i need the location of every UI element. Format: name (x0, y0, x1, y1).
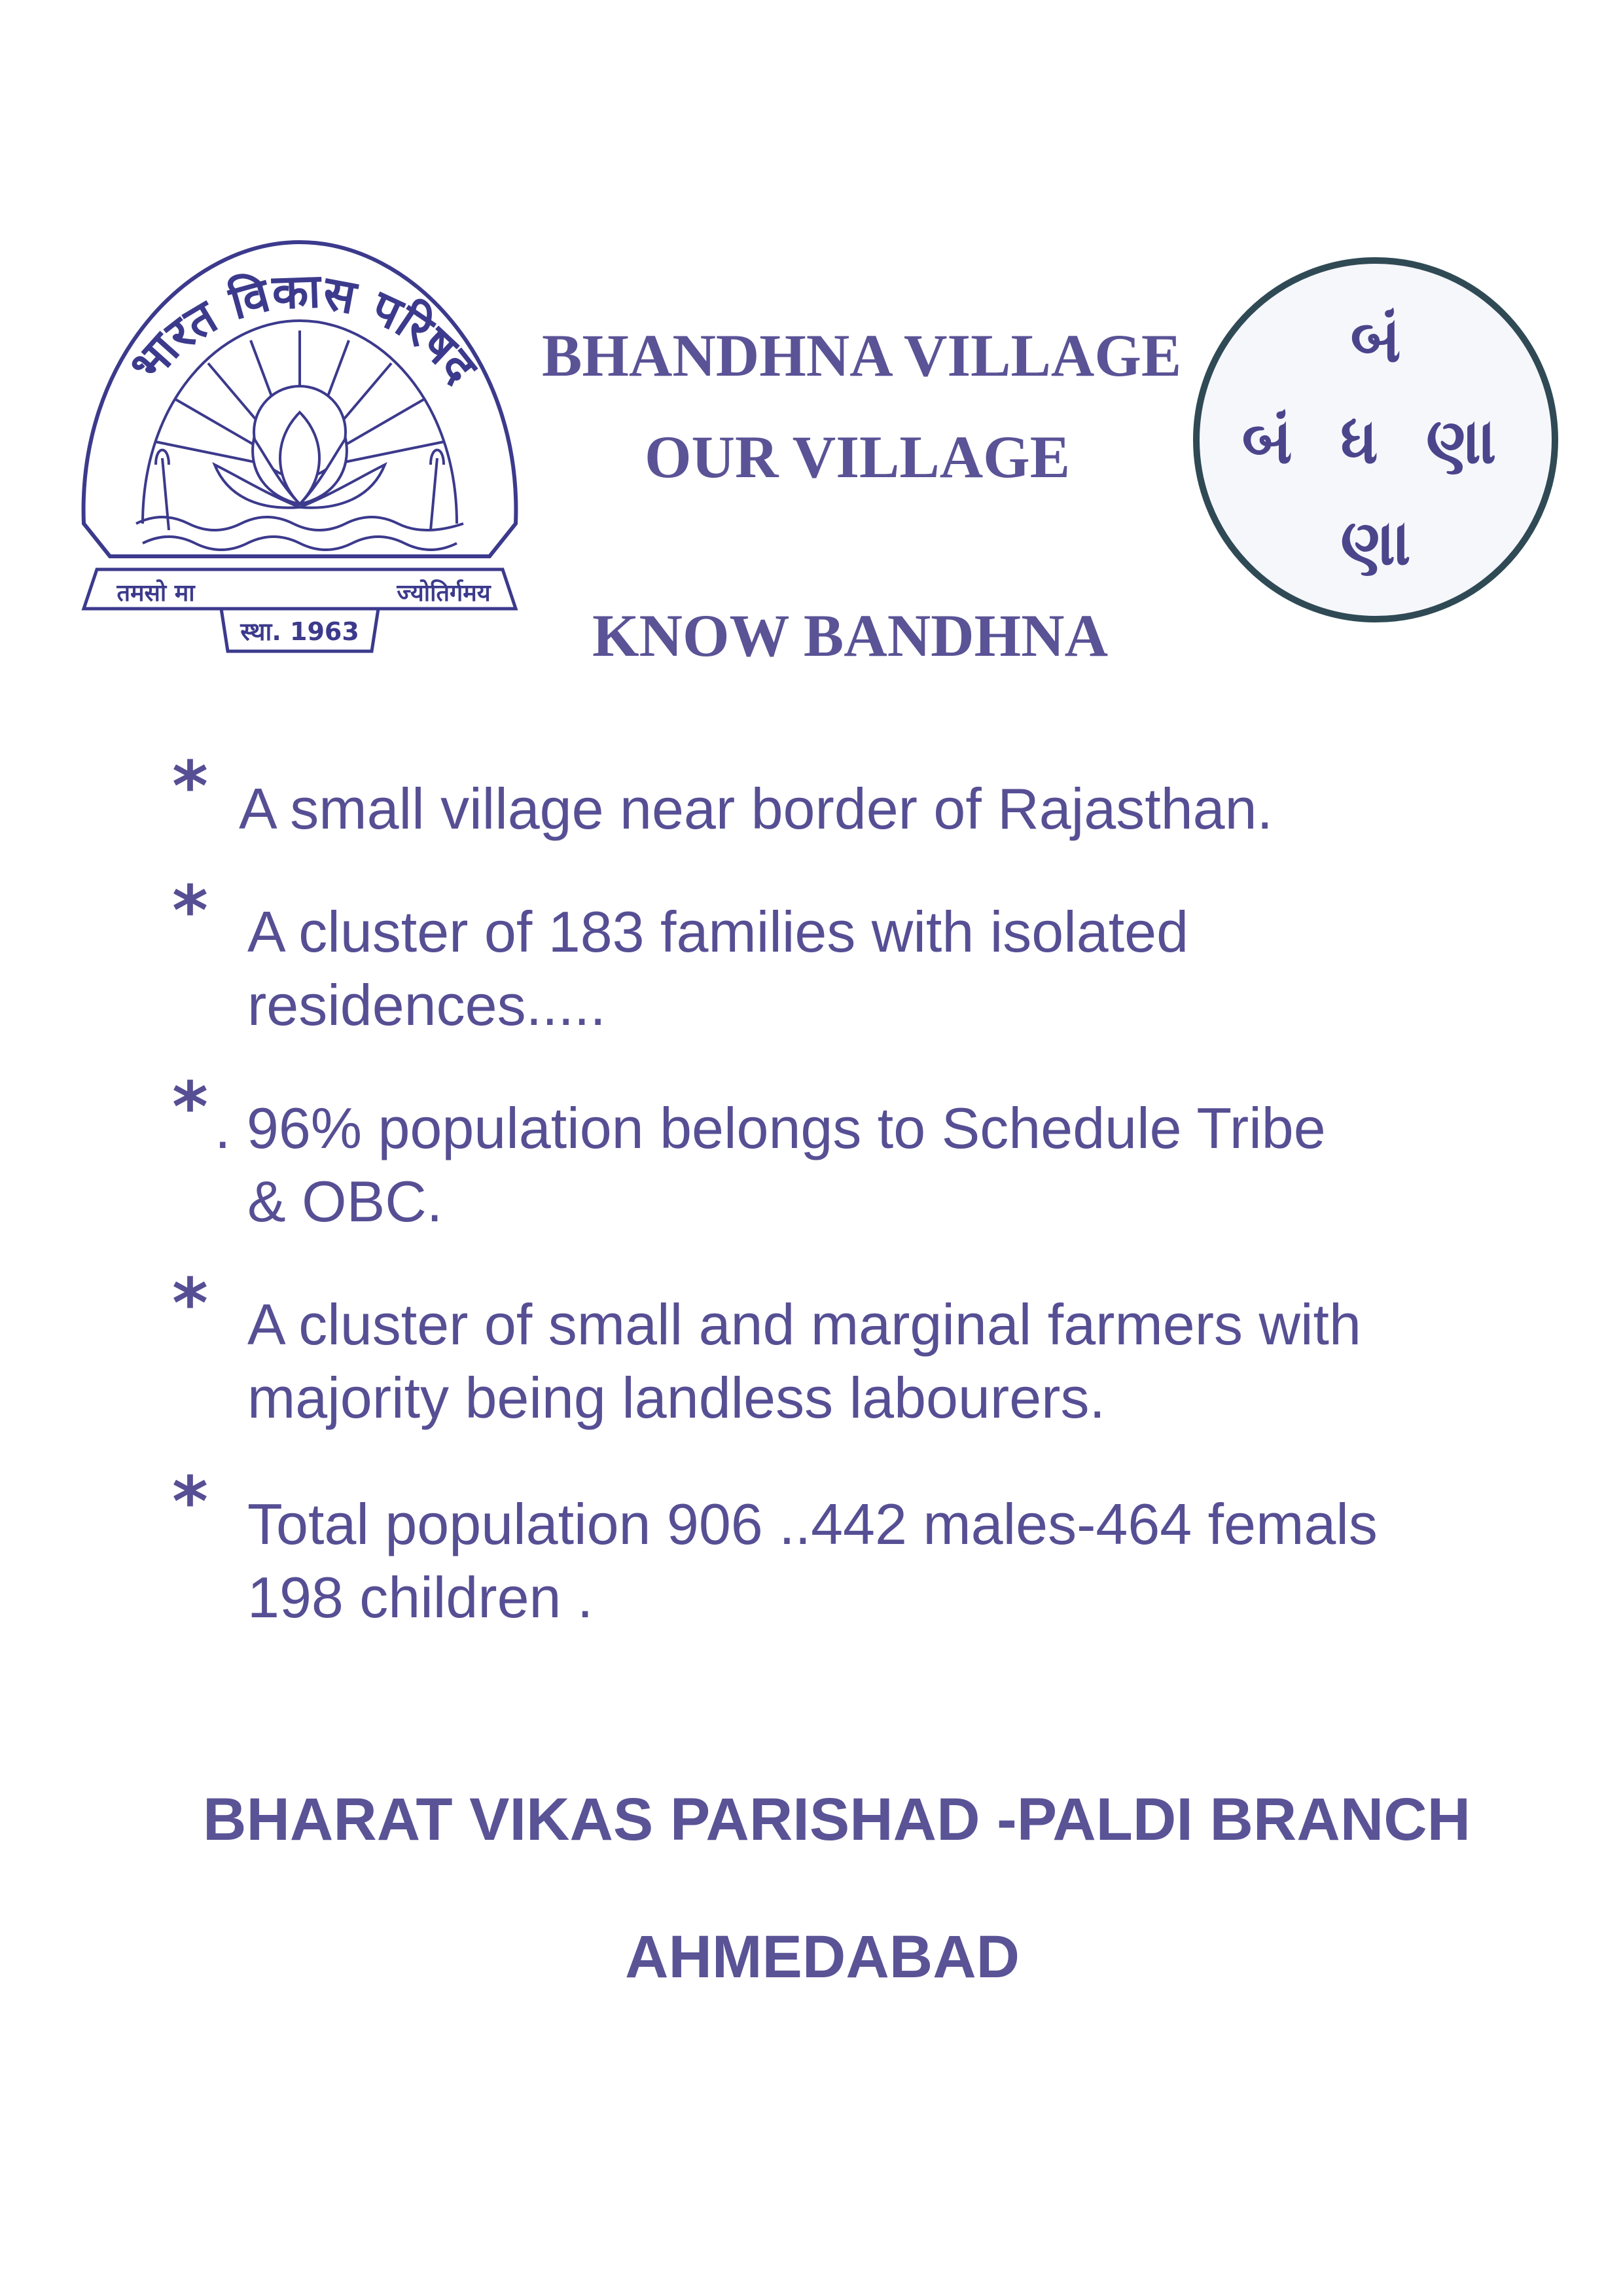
title-line-3: KNOW BANDHNA (592, 602, 1109, 669)
bullet-5-line-2: 198 children . (247, 1565, 594, 1630)
bullet-1 (239, 772, 1273, 846)
bullet-3-line-2: & OBC. (247, 1169, 443, 1234)
bharat-vikas-parishad-logo (58, 216, 542, 674)
logo-established: स्था. 1963 (240, 617, 359, 646)
bullet-4-line-2: majority being landless labourers. (247, 1365, 1105, 1430)
logo-banner-right: ज्योतिर्गमय (397, 580, 491, 607)
bullet-marker: * (172, 747, 208, 827)
bullet-2 (247, 895, 1188, 1042)
gujarati-name-badge (1193, 257, 1558, 622)
title-line-2: OUR VILLAGE (645, 423, 1071, 490)
title-line-1: BHANDHNA VILLAGE (542, 322, 1182, 389)
bullet-marker: * (172, 1264, 208, 1344)
logo-arc-text: भारत विकास परिषद (118, 263, 489, 393)
bullet-3 (215, 1092, 1326, 1238)
badge-line-3: ણા (1340, 506, 1411, 579)
bullet-marker: * (172, 1067, 208, 1147)
organization-name: BHARAT VIKAS PARISHAD -PALDI BRANCH (203, 1786, 1471, 1853)
badge-line-2: બં ધ ણા (1241, 404, 1510, 478)
bullet-2-line-2: residences..... (247, 973, 606, 1037)
bullet-5 (247, 1488, 1378, 1634)
bullet-4 (247, 1288, 1361, 1435)
city-name: AHMEDABAD (625, 1924, 1020, 1990)
badge-line-1: બં (1350, 303, 1401, 376)
bullet-2-line-1: A cluster of 183 families with isolated (247, 899, 1189, 964)
bullet-marker: * (172, 1462, 208, 1542)
bullet-4-line-1: A cluster of small and marginal farmers with (247, 1292, 1361, 1357)
bullet-3-line-1: . 96% population belongs to Schedule Tribe (215, 1096, 1326, 1160)
bullet-1-text: A small village near border of Rajasthan. (239, 776, 1273, 841)
bullet-5-line-1: Total population 906 ..442 males-464 femals (247, 1492, 1378, 1556)
logo-banner-left: तमसो मा (116, 580, 195, 607)
bullet-marker: * (172, 871, 208, 951)
